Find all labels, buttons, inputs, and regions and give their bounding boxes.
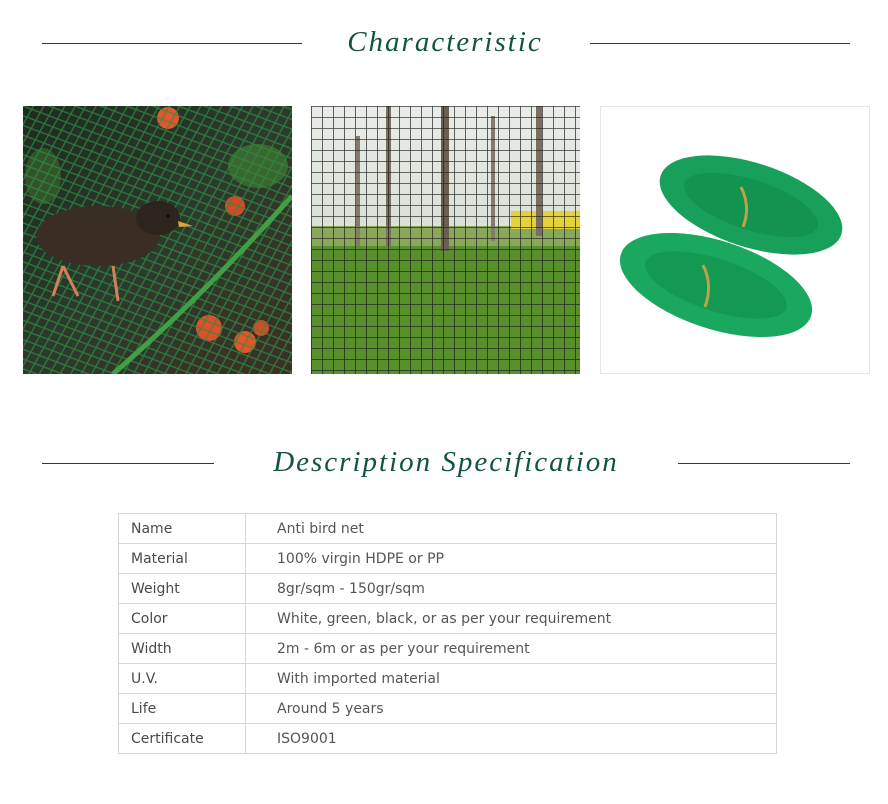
left-divider: [42, 463, 214, 464]
spec-label: Life: [119, 694, 246, 724]
spec-value: With imported material: [246, 664, 777, 694]
spec-value: White, green, black, or as per your requirement: [246, 604, 777, 634]
spec-label: Weight: [119, 574, 246, 604]
table-row: [119, 724, 777, 754]
spec-value: Around 5 years: [246, 694, 777, 724]
table-row: [119, 634, 777, 664]
table-row: [119, 544, 777, 574]
characteristic-title: Characteristic: [347, 26, 543, 58]
table-row: [119, 514, 777, 544]
spec-value: 100% virgin HDPE or PP: [246, 544, 777, 574]
table-row: [119, 604, 777, 634]
rolled-green-net-bundles-photo: [600, 106, 870, 374]
spec-label: Material: [119, 544, 246, 574]
spec-label: Name: [119, 514, 246, 544]
spec-label: Width: [119, 634, 246, 664]
table-row: [119, 664, 777, 694]
left-divider: [42, 43, 302, 44]
right-divider: [678, 463, 850, 464]
right-divider: [590, 43, 850, 44]
spec-value: 2m - 6m or as per your requirement: [246, 634, 777, 664]
spec-label: U.V.: [119, 664, 246, 694]
table-row: [119, 574, 777, 604]
fence-net-in-garden-photo: [311, 106, 580, 374]
spec-value: ISO9001: [246, 724, 777, 754]
spec-label: Certificate: [119, 724, 246, 754]
specification-table: [118, 513, 777, 754]
spec-value: Anti bird net: [246, 514, 777, 544]
bird-on-net-photo: [23, 106, 292, 374]
table-row: [119, 694, 777, 724]
spec-label: Color: [119, 604, 246, 634]
spec-value: 8gr/sqm - 150gr/sqm: [246, 574, 777, 604]
description-specification-title: Description Specification: [273, 446, 619, 478]
